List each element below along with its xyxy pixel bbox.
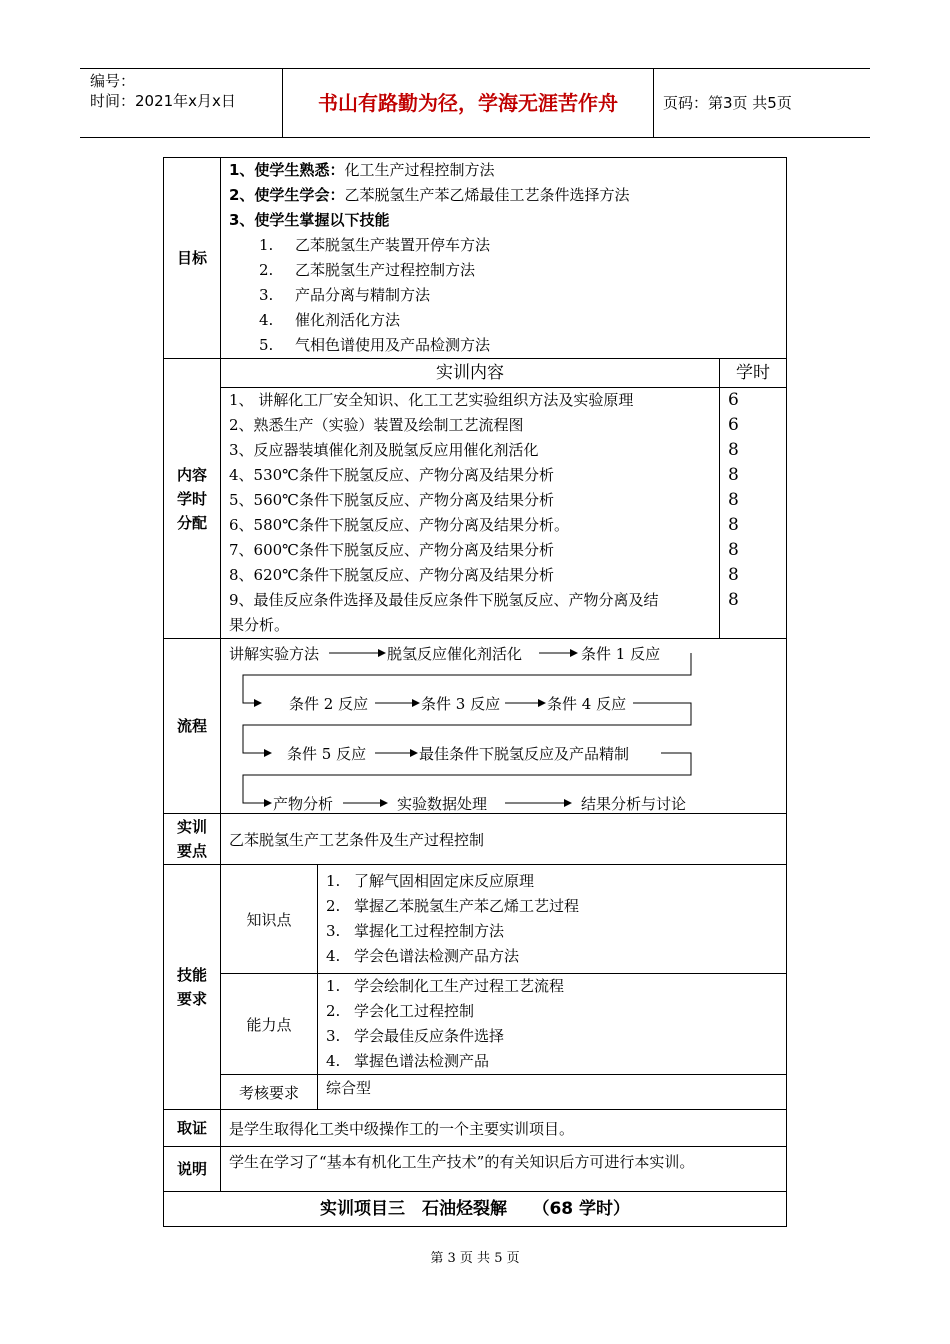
content-item: 4、530℃条件下脱氢反应、产物分离及结果分析 [229, 466, 554, 484]
goals-row [164, 158, 787, 359]
goals-cell [221, 158, 787, 359]
assess-label: 考核要求 [221, 1075, 318, 1110]
training-table [163, 157, 787, 1227]
certificate-row [164, 1110, 787, 1147]
flow-step: 产物分析 [273, 795, 334, 813]
knowledge-item: 2. 掌握乙苯脱氢生产苯乙烯工艺过程 [326, 897, 580, 915]
flow-label: 流程 [164, 639, 221, 814]
header-meta [80, 69, 282, 137]
goal-1-lead: 1、使学生熟悉： [229, 161, 345, 179]
ability-item: 2. 学会化工过程控制 [326, 1002, 475, 1020]
hours-value: 8 [728, 490, 739, 510]
goal-2-lead: 2、使学生学会： [229, 186, 345, 204]
goal-1-text: 化工生产过程控制方法 [344, 161, 495, 179]
flow-step: 条件 2 反应 [289, 695, 369, 713]
ability-item: 1. 学会绘制化工生产过程工艺流程 [326, 977, 565, 995]
content-label: 内容 学时 分配 [164, 359, 221, 639]
flow-row [164, 639, 787, 814]
col-content-header: 实训内容 [221, 359, 720, 388]
page-footer: 第 3 页 共 5 页 [430, 1251, 520, 1266]
content-item: 9、最佳反应条件选择及最佳反应条件下脱氢反应、产物分离及结 [229, 591, 659, 609]
flow-step: 条件 4 反应 [547, 695, 627, 713]
number-label: 编号： [90, 72, 136, 90]
note-label: 说明 [164, 1147, 221, 1192]
hours-value: 8 [728, 540, 739, 560]
content-item: 5、560℃条件下脱氢反应、产物分离及结果分析 [229, 491, 554, 509]
flow-step: 实验数据处理 [397, 795, 488, 813]
hours-value: 6 [728, 390, 739, 410]
hours-value: 8 [728, 440, 739, 460]
ability-label: 能力点 [221, 974, 318, 1075]
flow-step: 讲解实验方法 [229, 645, 320, 663]
goal-3-lead: 3、使学生掌握以下技能 [229, 211, 390, 229]
goal-2-text: 乙苯脱氢生产苯乙烯最佳工艺条件选择方法 [344, 186, 630, 204]
goals-label: 目标 [164, 158, 221, 359]
hours-value: 8 [728, 465, 739, 485]
skill-req-cell [221, 865, 787, 1110]
skill-item: 2. 乙苯脱氢生产过程控制方法 [259, 261, 476, 279]
key-points-label: 实训 要点 [164, 814, 221, 865]
hours-value: 8 [728, 590, 739, 610]
skill-req-row [164, 865, 787, 1110]
certificate-text: 是学生取得化工类中级操作工的一个主要实训项目。 [221, 1110, 787, 1147]
ability-list [318, 974, 787, 1075]
time-label: 时间：2021年x月x日 [90, 92, 236, 110]
note-text: 学生在学习了“基本有机化工生产技术”的有关知识后方可进行本实训。 [221, 1147, 787, 1192]
hours-list [720, 388, 787, 639]
ability-item: 3. 学会最佳反应条件选择 [326, 1027, 505, 1045]
flow-step: 最佳条件下脱氢反应及产品精制 [419, 745, 630, 763]
content-item: 8、620℃条件下脱氢反应、产物分离及结果分析 [229, 566, 554, 584]
skill-item: 3. 产品分离与精制方法 [259, 286, 431, 304]
flow-cell [221, 639, 787, 814]
flow-connectors [221, 639, 787, 813]
hours-value: 8 [728, 515, 739, 535]
content-body-row [164, 388, 787, 639]
knowledge-item: 4. 学会色谱法检测产品方法 [326, 947, 520, 965]
key-points-row [164, 814, 787, 865]
certificate-label: 取证 [164, 1110, 221, 1147]
header-page-info: 页码：第3页 共5页 [663, 94, 792, 112]
next-title-row [164, 1192, 787, 1227]
assess-value: 综合型 [326, 1079, 372, 1097]
col-hours-header: 学时 [720, 359, 787, 388]
hours-value: 6 [728, 415, 739, 435]
knowledge-list [318, 865, 787, 974]
next-project-title: 实训项目三 石油烃裂解 （68 学时） [164, 1192, 787, 1227]
content-item: 2、熟悉生产（实验）装置及绘制工艺流程图 [229, 416, 524, 434]
skill-req-label: 技能 要求 [164, 865, 221, 1110]
flow-step: 脱氢反应催化剂活化 [387, 645, 523, 663]
skill-item: 1. 乙苯脱氢生产装置开停车方法 [259, 236, 491, 254]
content-header-row [164, 359, 787, 388]
flow-step: 条件 3 反应 [421, 695, 501, 713]
content-item-cont: 果分析。 [229, 616, 290, 634]
skill-req-table [221, 865, 786, 1109]
flow-diagram [221, 639, 786, 813]
skill-item: 5. 气相色谱使用及产品检测方法 [259, 336, 491, 354]
note-row [164, 1147, 787, 1192]
flow-step: 条件 5 反应 [287, 745, 367, 763]
ability-item: 4. 掌握色谱法检测产品 [326, 1052, 490, 1070]
header-motto: 书山有路勤为径，学海无涯苦作舟 [282, 69, 654, 137]
page-header [80, 68, 870, 138]
content-item: 6、580℃条件下脱氢反应、产物分离及结果分析。 [229, 516, 569, 534]
hours-value: 8 [728, 565, 739, 585]
flow-step: 结果分析与讨论 [581, 795, 687, 813]
content-item: 7、600℃条件下脱氢反应、产物分离及结果分析 [229, 541, 554, 559]
key-points-text: 乙苯脱氢生产工艺条件及生产过程控制 [221, 814, 787, 865]
skill-item: 4. 催化剂活化方法 [259, 311, 401, 329]
content-list [221, 388, 720, 639]
knowledge-item: 3. 掌握化工过程控制方法 [326, 922, 505, 940]
content-item: 3、反应器装填催化剂及脱氢反应用催化剂活化 [229, 441, 539, 459]
flow-step: 条件 1 反应 [581, 645, 661, 663]
knowledge-label: 知识点 [221, 865, 318, 974]
knowledge-item: 1. 了解气固相固定床反应原理 [326, 872, 535, 890]
content-item: 1、 讲解化工厂安全知识、化工工艺实验组织方法及实验原理 [229, 391, 634, 409]
